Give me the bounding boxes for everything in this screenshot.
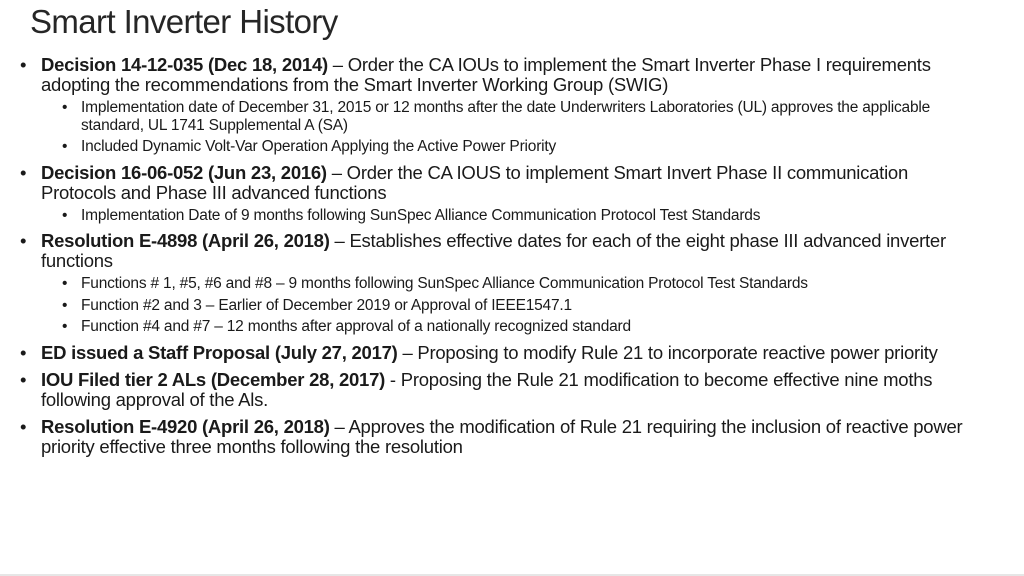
slide-title: Smart Inverter History	[30, 3, 338, 40]
bullet-icon: •	[62, 99, 68, 116]
item-lead: Resolution E-4898 (April 26, 2018)	[41, 230, 330, 251]
sub-list-item	[43, 318, 980, 336]
list-item	[20, 417, 980, 457]
sub-list	[41, 207, 980, 225]
item-lead: Resolution E-4920 (April 26, 2018)	[41, 415, 330, 437]
sub-list-item	[43, 275, 980, 293]
item-lead: Decision 14-12-035 (Dec 18, 2014)	[41, 54, 328, 75]
bullet-list	[20, 55, 980, 464]
list-item	[20, 231, 980, 336]
sub-item-text: Implementation Date of 9 months following SunSpec Alliance Communication Protocol Test Standards	[81, 206, 761, 224]
item-text: – Order the CA IOUs to implement the Smart Inverter Phase I requirements adopting the recommendations from the Smart Inverter Working Group (SWIG)	[41, 54, 931, 95]
sub-list-item	[43, 207, 980, 225]
item-lead: Decision 16-06-052 (Jun 23, 2016)	[41, 161, 327, 183]
sub-list	[41, 99, 980, 156]
sub-item-text: Function #4 and #7 – 12 months after approval of a nationally recognized standard	[81, 318, 631, 335]
bullet-icon: •	[20, 368, 27, 390]
bullet-icon: •	[20, 230, 27, 251]
item-lead: IOU Filed tier 2 ALs (December 28, 2017)	[41, 368, 386, 390]
bullet-icon: •	[20, 161, 27, 183]
bullet-icon: •	[20, 341, 27, 363]
bullet-icon: •	[62, 275, 68, 292]
sub-item-text: Included Dynamic Volt-Var Operation Applying the Active Power Priority	[81, 138, 557, 155]
item-text: – Establishes effective dates for each of the eight phase III advanced inverter functions	[41, 230, 946, 271]
bullet-icon: •	[20, 415, 27, 437]
sub-list-item	[43, 99, 980, 134]
item-text: – Approves the modification of Rule 21 requiring the inclusion of reactive power priority effective three months following the resolution	[41, 415, 963, 457]
item-text: – Order the CA IOUS to implement Smart Invert Phase II communication Protocols and Phase III advanced functions	[41, 161, 909, 203]
list-item	[20, 343, 980, 363]
list-item	[20, 163, 980, 225]
bullet-icon: •	[62, 296, 68, 314]
bullet-icon: •	[62, 206, 68, 224]
item-text: – Proposing to modify Rule 21 to incorporate reactive power priority	[397, 341, 938, 363]
bullet-icon: •	[62, 138, 68, 155]
list-item	[20, 370, 980, 410]
bullet-icon: •	[62, 318, 68, 335]
sub-item-text: Functions # 1, #5, #6 and #8 – 9 months following SunSpec Alliance Communication Protocol Test Standards	[81, 275, 808, 292]
sub-list	[41, 275, 980, 336]
sub-list-item	[43, 138, 980, 156]
item-lead: ED issued a Staff Proposal (July 27, 2017)	[41, 341, 398, 363]
sub-item-text: Function #2 and 3 – Earlier of December 2019 or Approval of IEEE1547.1	[81, 296, 572, 314]
list-item	[20, 55, 980, 156]
sub-list-item	[43, 297, 980, 315]
bullet-icon: •	[20, 54, 27, 75]
item-text: - Proposing the Rule 21 modification to become effective nine moths following approval of the Als.	[41, 368, 933, 410]
sub-item-text: Implementation date of December 31, 2015 or 12 months after the date Underwriters Laboratories (UL) approves the applicable standard, UL 1741 Supplemental A (SA)	[81, 99, 931, 134]
